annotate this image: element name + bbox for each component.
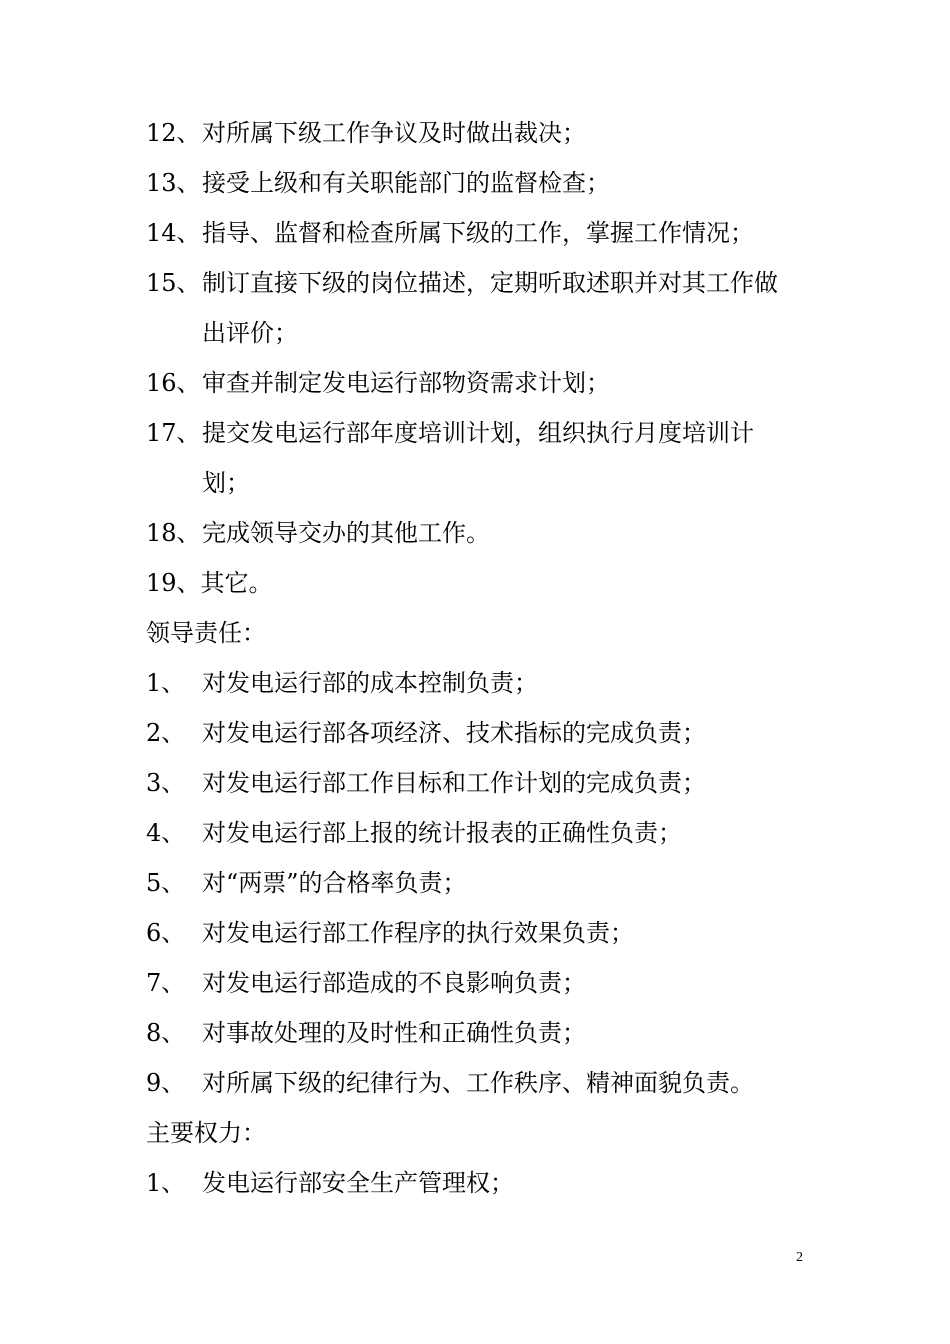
item-text: 对发电运行部造成的不良影响负责； [202, 969, 586, 997]
leadership-item-5 [146, 858, 826, 908]
duty-item-17-continued [146, 458, 826, 508]
section-heading-text: 主要权力： [146, 1119, 266, 1147]
item-text: 发电运行部安全生产管理权； [202, 1169, 514, 1197]
duty-item-19 [146, 558, 826, 608]
leadership-item-2 [146, 708, 826, 758]
item-number: 15、 [146, 269, 201, 297]
item-text: 对发电运行部的成本控制负责； [202, 669, 538, 697]
leadership-item-7 [146, 958, 826, 1008]
item-text: 指导、监督和检查所属下级的工作，掌握工作情况； [202, 219, 754, 247]
item-text: 对所属下级工作争议及时做出裁决； [202, 119, 586, 147]
item-text: 对所属下级的纪律行为、工作秩序、精神面貌负责。 [202, 1069, 754, 1097]
item-number: 16、 [146, 369, 201, 397]
duty-item-16 [146, 358, 826, 408]
item-number: 18、 [146, 519, 201, 547]
item-text: 对发电运行部工作目标和工作计划的完成负责； [202, 769, 706, 797]
duty-item-15 [146, 258, 826, 308]
item-text: 对发电运行部上报的统计报表的正确性负责； [202, 819, 682, 847]
item-text: 提交发电运行部年度培训计划，组织执行月度培训计 [202, 419, 754, 447]
item-number: 4、 [146, 819, 186, 847]
item-text-continued: 划； [202, 469, 250, 497]
duty-item-14 [146, 208, 826, 258]
item-number: 3、 [146, 769, 186, 797]
page-number: 2 [796, 1250, 803, 1265]
duty-item-15-continued [146, 308, 826, 358]
item-text: 对发电运行部各项经济、技术指标的完成负责； [202, 719, 706, 747]
leadership-item-4 [146, 808, 826, 858]
leadership-item-3 [146, 758, 826, 808]
section-heading-powers [146, 1108, 826, 1158]
item-number: 13、 [146, 169, 201, 197]
section-heading-text: 领导责任： [146, 619, 266, 647]
section-heading-leadership [146, 608, 826, 658]
leadership-item-8 [146, 1008, 826, 1058]
item-number: 7、 [146, 969, 186, 997]
item-number: 9、 [146, 1069, 186, 1097]
leadership-item-9 [146, 1058, 826, 1108]
item-number: 12、 [146, 119, 201, 147]
item-number: 14、 [146, 219, 201, 247]
item-text: 对事故处理的及时性和正确性负责； [202, 1019, 586, 1047]
item-number: 19、 [146, 569, 201, 597]
item-number: 17、 [146, 419, 201, 447]
item-text: 对发电运行部工作程序的执行效果负责； [202, 919, 634, 947]
duty-item-18 [146, 508, 826, 558]
item-text: 对“两票”的合格率负责； [202, 869, 467, 897]
item-number: 1、 [146, 669, 186, 697]
item-text: 接受上级和有关职能部门的监督检查； [202, 169, 610, 197]
item-number: 8、 [146, 1019, 186, 1047]
duty-item-12 [146, 108, 826, 158]
item-text: 审查并制定发电运行部物资需求计划； [202, 369, 610, 397]
leadership-item-1 [146, 658, 826, 708]
power-item-1 [146, 1158, 826, 1208]
item-text-continued: 出评价； [202, 319, 298, 347]
leadership-item-6 [146, 908, 826, 958]
duty-item-17 [146, 408, 826, 458]
item-number: 5、 [146, 869, 186, 897]
item-text: 制订直接下级的岗位描述，定期听取述职并对其工作做 [202, 269, 778, 297]
item-text: 完成领导交办的其他工作。 [202, 519, 490, 547]
item-number: 2、 [146, 719, 186, 747]
item-number: 6、 [146, 919, 186, 947]
duty-item-13 [146, 158, 826, 208]
item-text: 其它。 [200, 569, 273, 597]
document-body [146, 108, 826, 1208]
item-number: 1、 [146, 1169, 186, 1197]
